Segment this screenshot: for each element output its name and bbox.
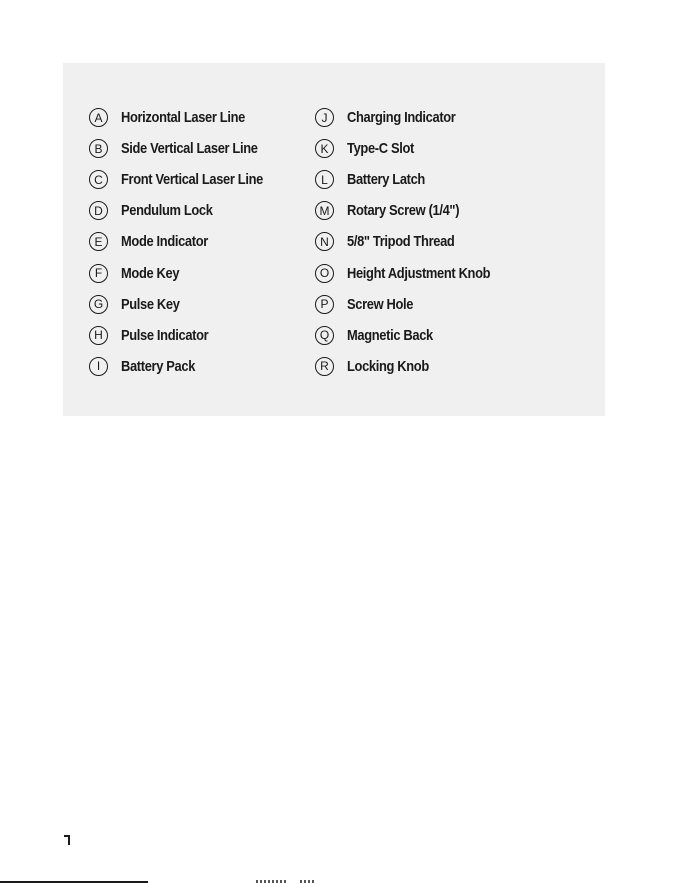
letter-badge: J [315,108,334,127]
legend-item [315,133,513,164]
legend-label: Front Vertical Laser Line [121,171,263,189]
legend-item [315,289,513,320]
letter-badge: H [89,326,108,345]
letter-badge: P [315,295,334,314]
legend-label: Side Vertical Laser Line [121,140,258,158]
legend-item [89,164,286,195]
legend-label: Battery Latch [347,171,425,189]
crop-corner-mark [64,835,70,845]
legend-label: Locking Knob [347,357,429,375]
legend-item [89,195,286,226]
legend-item [89,351,286,382]
legend-column-left [89,102,286,382]
legend-label: Mode Indicator [121,233,208,251]
legend-label: Rotary Screw (1/4") [347,202,460,220]
legend-column-right [315,102,513,382]
legend-label: Screw Hole [347,295,414,313]
legend-label: Magnetic Back [347,326,433,344]
letter-badge: C [89,170,108,189]
legend-label: Battery Pack [121,357,196,375]
letter-badge: Q [315,326,334,345]
legend-label: Pulse Indicator [121,326,209,344]
letter-badge: F [89,264,108,283]
letter-badge: O [315,264,334,283]
legend-item [315,320,513,351]
legend-item [89,320,286,351]
legend-item [315,226,513,257]
legend-label: Pulse Key [121,295,180,313]
legend-item [315,351,513,382]
legend-item [89,102,286,133]
legend-item [315,257,513,288]
legend-label: 5/8" Tripod Thread [347,233,455,251]
legend-label: Horizontal Laser Line [121,109,245,127]
legend-label: Type-C Slot [347,140,414,158]
legend-item [315,164,513,195]
legend-label: Height Adjustment Knob [347,264,491,282]
legend-item [89,133,286,164]
letter-badge: I [89,357,108,376]
legend-item [89,226,286,257]
legend-item [89,257,286,288]
letter-badge: M [315,201,334,220]
letter-badge: R [315,357,334,376]
letter-badge: B [89,139,108,158]
legend-label: Pendulum Lock [121,202,213,220]
letter-badge: N [315,232,334,251]
legend-item [315,102,513,133]
legend-label: Charging Indicator [347,109,456,127]
letter-badge: K [315,139,334,158]
legend-item [315,195,513,226]
letter-badge: D [89,201,108,220]
letter-badge: L [315,170,334,189]
legend-label: Mode Key [121,264,180,282]
letter-badge: A [89,108,108,127]
legend-item [89,289,286,320]
parts-legend-panel [63,63,605,416]
letter-badge: E [89,232,108,251]
letter-badge: G [89,295,108,314]
